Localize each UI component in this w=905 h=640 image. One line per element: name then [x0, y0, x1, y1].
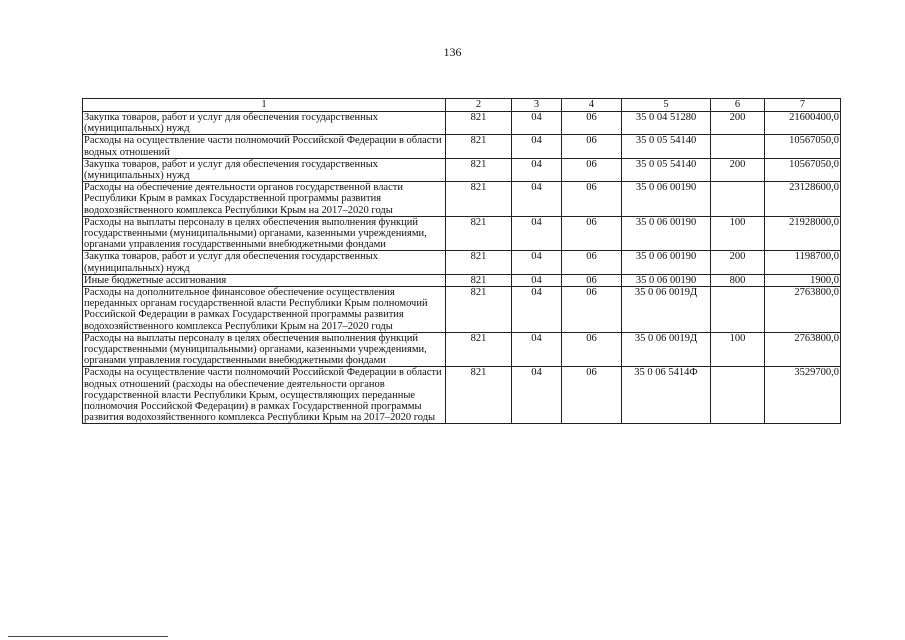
target-article-code: 35 0 06 00190 [622, 182, 711, 217]
section-code: 04 [512, 367, 562, 424]
target-article-code: 35 0 06 5414Ф [622, 367, 711, 424]
target-article-code: 35 0 06 0019Д [622, 332, 711, 367]
section-code: 04 [512, 216, 562, 251]
section-code: 04 [512, 274, 562, 286]
section-code: 04 [512, 182, 562, 217]
expense-type-code [711, 135, 765, 158]
section-code: 04 [512, 251, 562, 274]
expense-type-code: 800 [711, 274, 765, 286]
ministry-code: 821 [446, 332, 512, 367]
table-row [83, 367, 841, 424]
expense-name: Закупка товаров, работ и услуг для обеспечения государственных (муниципальных) нужд [83, 112, 446, 135]
expense-name: Закупка товаров, работ и услуг для обеспечения государственных (муниципальных) нужд [83, 158, 446, 181]
ministry-code: 821 [446, 135, 512, 158]
subsection-code: 06 [562, 216, 622, 251]
section-code: 04 [512, 332, 562, 367]
expense-name: Расходы на обеспечение деятельности органов государственной власти Республики Крым в рамках Государственной программы развития водохозяйственного комплекса Республики Крым на 2017–2020 годы [83, 182, 446, 217]
table-row [83, 135, 841, 158]
expense-type-code: 100 [711, 332, 765, 367]
column-header: 7 [765, 99, 841, 112]
table-header-row [83, 99, 841, 112]
section-code: 04 [512, 112, 562, 135]
expense-type-code [711, 367, 765, 424]
expense-type-code [711, 182, 765, 217]
amount: 1198700,0 [765, 251, 841, 274]
target-article-code: 35 0 06 00190 [622, 216, 711, 251]
column-header: 4 [562, 99, 622, 112]
budget-table [82, 98, 841, 424]
page-bottom-rule [8, 636, 168, 637]
expense-name: Расходы на осуществление части полномочий Российской Федерации в области водных отношений [83, 135, 446, 158]
ministry-code: 821 [446, 274, 512, 286]
subsection-code: 06 [562, 251, 622, 274]
amount: 23128600,0 [765, 182, 841, 217]
target-article-code: 35 0 06 0019Д [622, 287, 711, 333]
target-article-code: 35 0 05 54140 [622, 135, 711, 158]
subsection-code: 06 [562, 367, 622, 424]
table-row [83, 182, 841, 217]
amount: 21928000,0 [765, 216, 841, 251]
subsection-code: 06 [562, 287, 622, 333]
subsection-code: 06 [562, 135, 622, 158]
amount: 10567050,0 [765, 158, 841, 181]
ministry-code: 821 [446, 182, 512, 217]
table-row [83, 287, 841, 333]
table-row [83, 274, 841, 286]
amount: 3529700,0 [765, 367, 841, 424]
table-row [83, 158, 841, 181]
table-row [83, 216, 841, 251]
page-number: 136 [443, 45, 462, 59]
column-header: 3 [512, 99, 562, 112]
target-article-code: 35 0 06 00190 [622, 251, 711, 274]
ministry-code: 821 [446, 158, 512, 181]
expense-type-code [711, 287, 765, 333]
subsection-code: 06 [562, 158, 622, 181]
ministry-code: 821 [446, 367, 512, 424]
expense-name: Закупка товаров, работ и услуг для обеспечения государственных (муниципальных) нужд [83, 251, 446, 274]
expense-name: Расходы на дополнительное финансовое обеспечение осуществления переданных органам государственной власти Республики Крым полномочий Российской Федерации в рамках Государственной программы развития водохозяйственного комплекса Республики Крым на 2017–2020 годы [83, 287, 446, 333]
table-row [83, 251, 841, 274]
expense-type-code: 200 [711, 158, 765, 181]
section-code: 04 [512, 287, 562, 333]
expense-type-code: 100 [711, 216, 765, 251]
ministry-code: 821 [446, 251, 512, 274]
subsection-code: 06 [562, 274, 622, 286]
subsection-code: 06 [562, 112, 622, 135]
target-article-code: 35 0 06 00190 [622, 274, 711, 286]
expense-name: Расходы на выплаты персоналу в целях обеспечения выполнения функций государственными (муниципальными) органами, казенными учреждениями, органами управления государственными внебюджетными фондами [83, 216, 446, 251]
column-header: 1 [83, 99, 446, 112]
column-header: 2 [446, 99, 512, 112]
expense-type-code: 200 [711, 112, 765, 135]
amount: 2763800,0 [765, 332, 841, 367]
target-article-code: 35 0 05 54140 [622, 158, 711, 181]
expense-name: Расходы на выплаты персоналу в целях обеспечения выполнения функций государственными (муниципальными) органами, казенными учреждениями, органами управления государственными внебюджетными фондами [83, 332, 446, 367]
target-article-code: 35 0 04 51280 [622, 112, 711, 135]
amount: 1900,0 [765, 274, 841, 286]
amount: 2763800,0 [765, 287, 841, 333]
expense-name: Расходы на осуществление части полномочий Российской Федерации в области водных отношений (расходы на обеспечение деятельности органов государственной власти Республики Крым, осуществляющих переданные полномочия Российской Федерации) в рамках Государственной программы развития водохозяйственного комплекса Республики Крым на 2017–2020 годы [83, 367, 446, 424]
amount: 21600400,0 [765, 112, 841, 135]
table-row [83, 332, 841, 367]
ministry-code: 821 [446, 216, 512, 251]
ministry-code: 821 [446, 112, 512, 135]
section-code: 04 [512, 158, 562, 181]
table-row [83, 112, 841, 135]
expense-name: Иные бюджетные ассигнования [83, 274, 446, 286]
subsection-code: 06 [562, 182, 622, 217]
subsection-code: 06 [562, 332, 622, 367]
amount: 10567050,0 [765, 135, 841, 158]
column-header: 6 [711, 99, 765, 112]
ministry-code: 821 [446, 287, 512, 333]
expense-type-code: 200 [711, 251, 765, 274]
column-header: 5 [622, 99, 711, 112]
section-code: 04 [512, 135, 562, 158]
